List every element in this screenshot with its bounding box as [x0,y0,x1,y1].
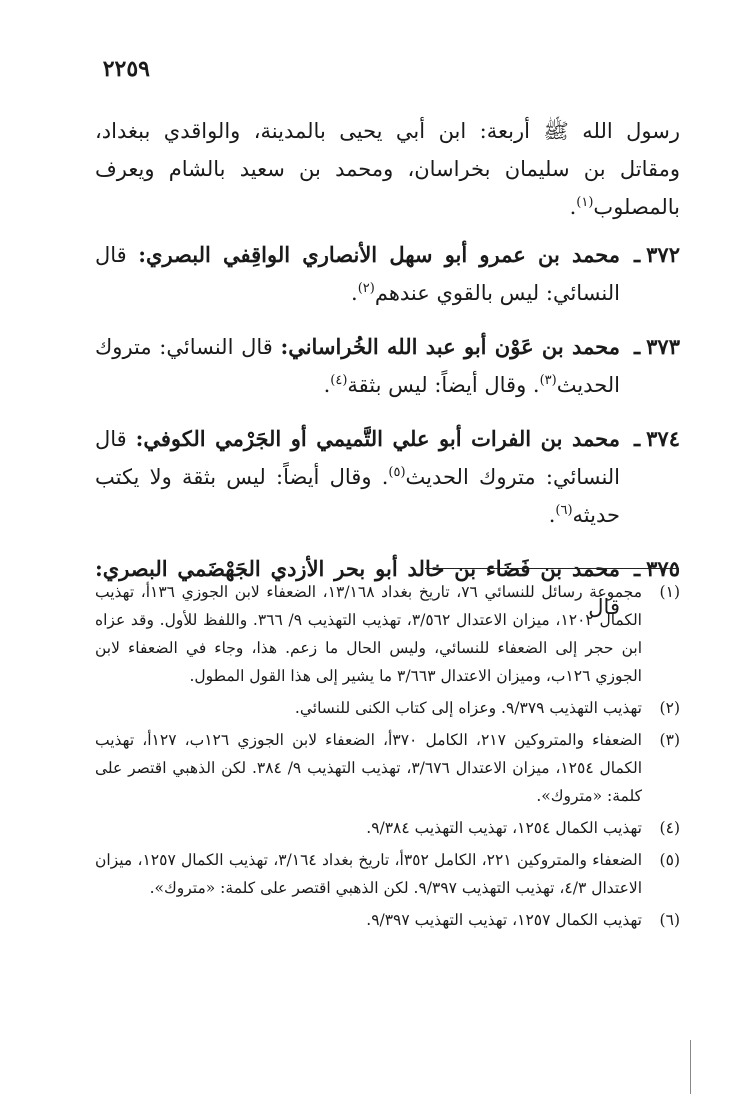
footnote-4 [95,814,680,842]
entry-statement: قال النسائي: متروك الحديث [95,335,620,397]
footnote-ref[interactable]: (٦) [555,503,573,518]
footnotes [95,578,680,938]
entry-number: ٣٧٥ـ [634,556,680,581]
footnote-ref[interactable]: (٢) [357,281,375,296]
entry-number: ٣٧٤ـ [634,426,680,451]
scan-edge-mark [690,1040,699,1094]
footnote-text: تهذيب التهذيب ٩/٣٧٩. وعزاه إلى كتاب الكنى للنسائي. [294,699,642,717]
narrator-name: محمد بن فَضَاء بن خالد أبو بحر الأزدي الجَهْضَمي البصري: [95,556,620,581]
narrator-name: محمد بن الفرات أبو علي التَّميمي أو الجَرْمي الكوفي: [135,426,620,451]
main-text [95,112,680,642]
narrator-name: محمد بن عمرو أبو سهل الأنصاري الواقِفي البصري: [138,242,620,267]
footnote-text: مجموعة رسائل للنسائي ٧٦، تاريخ بغداد ١٣/١٦٨، الضعفاء لابن الجوزي ١٣٦أ، تهذيب الكمال ١٢٠٢، ميزان الاعتدال ٣/٥٦٢، تهذيب التهذيب ٩/ ٣٦٦. واللفظ للأول. وقد عزاه ابن حجر إلى الضعفاء للنسائي، وليس الحال ما زعم. هذا، وجاء في الضعفاء لابن الجوزي ١٢٦ب، وميزان الاعتدال ٣/٦٦٣ ما يشير إلى هذا القول المطول. [95,583,642,685]
footnote-number: (٦) [659,911,680,929]
continuation-paragraph [95,112,680,226]
footnote-ref[interactable]: (١) [576,195,594,210]
footnote-number: (٤) [659,819,680,837]
entry-number: ٣٧٢ـ [634,242,680,267]
entry-text: محمد بن الفرات أبو علي التَّميمي أو الجَرْمي الكوفي: قال النسائي: متروك الحديث$^{(٥)}$. وقال أيضاً: ليس بثقة ولا يكتب حديثه$^{(٦)}$. [95,426,621,527]
footnote-5 [95,846,680,902]
continuation-end: . [569,195,577,219]
narrator-name: محمد بن عَوْن أبو عبد الله الخُراساني: [280,334,620,359]
footnote-number: (٥) [659,851,680,869]
footnote-number: (١) [659,583,680,601]
footnote-ref[interactable]: (٤) [330,373,348,388]
continuation-text: رسول الله ﷺ أربعة: ابن أبي يحيى بالمدينة، والواقدي ببغداد، ومقاتل بن سليمان بخراسان، ومحمد بن سعيد بالشام ويعرف بالمصلوب [95,119,680,219]
footnote-ref[interactable]: (٥) [388,465,406,480]
entry-statement: قال [588,595,620,619]
footnote-2 [95,694,680,722]
entry-text: محمد بن عَوْن أبو عبد الله الخُراساني: قال النسائي: متروك الحديث$^{(٣)}$. وقال أيضاً: ليس بثقة$^{(٤)}$. [95,334,620,397]
footnote-1 [95,578,680,690]
footnote-text: تهذيب الكمال ١٢٥٤، تهذيب التهذيب ٩/٣٨٤. [366,819,642,837]
footnote-text: تهذيب الكمال ١٢٥٧، تهذيب التهذيب ٩/٣٩٧. [366,911,642,929]
entry-372 [95,236,680,312]
page-number: ٢٢٥٩ [102,56,150,82]
footnote-text: الضعفاء والمتروكين ٢١٧، الكامل ٣٧٠أ، الضعفاء لابن الجوزي ١٢٦ب، ١٢٧أ، تهذيب الكمال ١٢٥٤، ميزان الاعتدال ٣/٦٧٦، تهذيب التهذيب ٩/ ٣٨٤. لكن الذهبي اقتصر على كلمة: «متروك». [95,731,643,805]
entry-number: ٣٧٣ـ [634,334,680,359]
entry-statement: قال النسائي: متروك الحديث [95,427,621,489]
footnote-divider [425,568,679,569]
footnote-number: (٢) [659,699,680,717]
entry-text: محمد بن عمرو أبو سهل الأنصاري الواقِفي البصري: قال النسائي: ليس بالقوي عندهم$^{(٢)}$. [95,242,620,305]
footnote-6 [95,906,680,934]
footnote-ref[interactable]: (٣) [539,373,557,388]
footnote-text: الضعفاء والمتروكين ٢٢١، الكامل ٣٥٢أ، تاريخ بغداد ٣/١٦٤، تهذيب الكمال ١٢٥٧، ميزان الاعتدال ٤/٣، تهذيب التهذيب ٩/٣٩٧. لكن الذهبي اقتصر على كلمة: «متروك». [95,851,643,897]
footnote-3 [95,726,680,810]
entry-374 [95,420,680,534]
entry-statement: قال النسائي: ليس بالقوي عندهم [95,243,620,305]
footnote-number: (٣) [659,731,680,749]
entry-373 [95,328,680,404]
